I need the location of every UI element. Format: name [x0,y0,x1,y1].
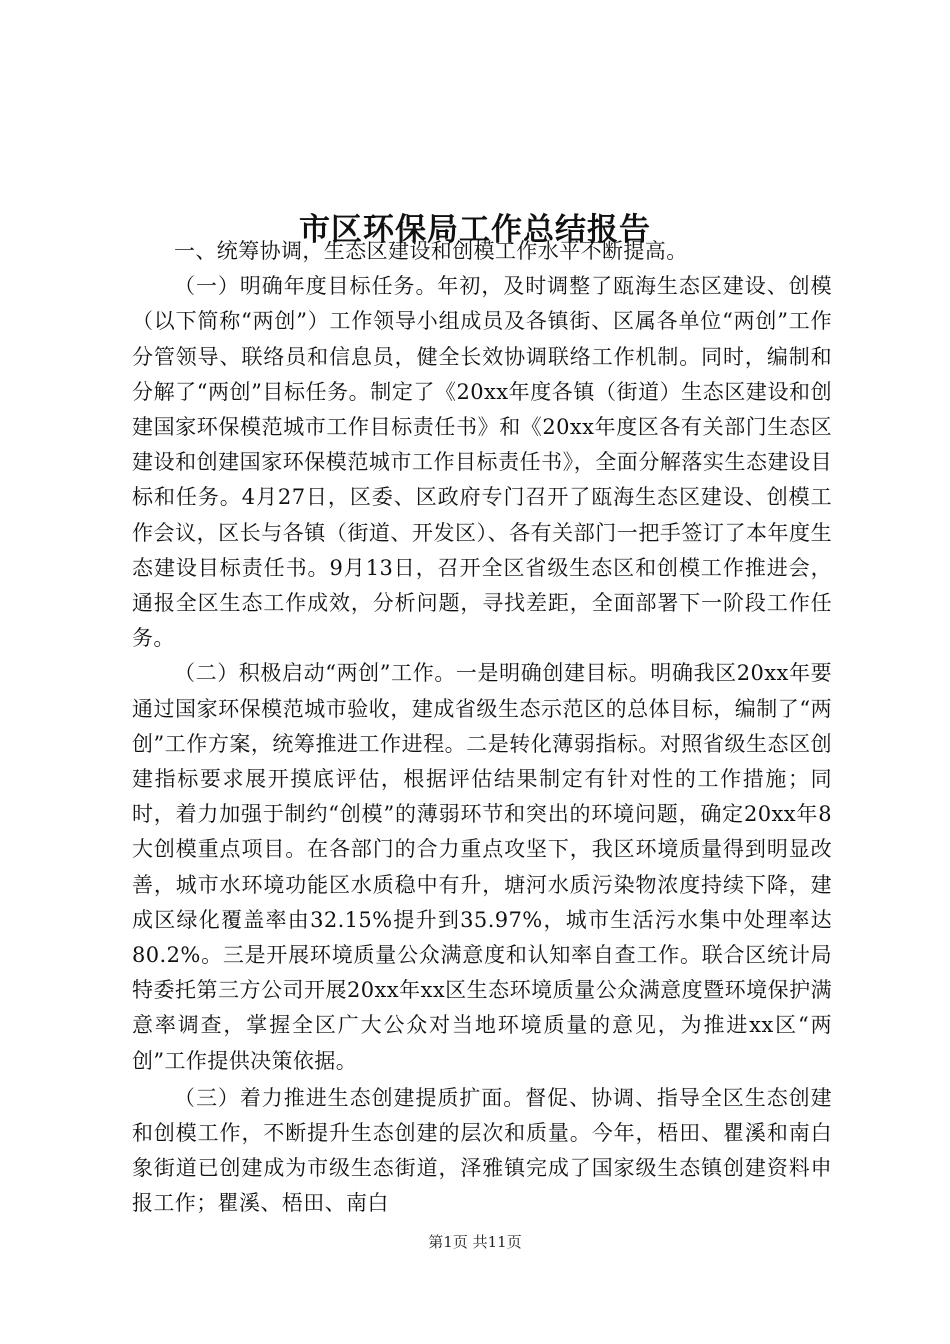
document-body [132,234,832,1222]
paragraph-annual-targets: （一）明确年度目标任务。年初，及时调整了瓯海生态区建设、创模（以下简称“两创”）工作领导小组成员及各镇街、区属各单位“两创”工作分管领导、联络员和信息员，健全长效协调联络工作机制。同时，编制和分解了“两创”目标任务。制定了《20xx年度各镇（街道）生态区建设和创建国家环保模范城市工作目标责任书》和《20xx年度区各有关部门生态区建设和创建国家环保模范城市工作目标责任书》，全面分解落实生态建设目标和任务。4月27日，区委、区政府专门召开了瓯海生态区建设、创模工作会议，区长与各镇（街道、开发区）、各有关部门一把手签订了本年度生态建设目标责任书。9月13日，召开全区省级生态区和创模工作推进会，通报全区生态工作成效，分析问题，寻找差距，全面部署下一阶段工作任务。 [132,274,832,651]
paragraph-section-heading: 一、统筹协调，生态区建设和创模工作水平不断提高。 [174,239,688,263]
paragraph-launch-two-creations: （二）积极启动“两创”工作。一是明确创建目标。明确我区20xx年要通过国家环保模范城市验收，建成省级生态示范区的总体目标，编制了“两创”工作方案，统筹推进工作进程。二是转化薄弱指标。对照省级生态区创建指标要求展开摸底评估，根据评估结果制定有针对性的工作措施；同时，着力加强于制约“创模”的薄弱环节和突出的环境问题，确定20xx年8大创模重点项目。在各部门的合力重点攻坚下，我区环境质量得到明显改善，城市水环境功能区水质稳中有升，塘河水质污染物浓度持续下降，建成区绿化覆盖率由32.15%提升到35.97%，城市生活污水集中处理率达80.2%。三是开展环境质量公众满意度和认知率自查工作。联合区统计局特委托第三方公司开展20xx年xx区生态环境质量公众满意度暨环境保护满意率调查，掌握全区广大公众对当地环境质量的意见，为推进xx区“两创”工作提供决策依据。 [132,661,832,1073]
paragraph-ecological-creation: （三）着力推进生态创建提质扩面。督促、协调、指导全区生态创建和创模工作，不断提升生态创建的层次和质量。今年，梧田、瞿溪和南白象街道已创建成为市级生态街道，泽雅镇完成了国家级生态镇创建资料申报工作；瞿溪、梧田、南白 [132,1085,832,1216]
page-title: 市区环保局工作总结报告 [299,211,651,248]
page-number-footer: 第1页 共11页 [428,1233,522,1251]
